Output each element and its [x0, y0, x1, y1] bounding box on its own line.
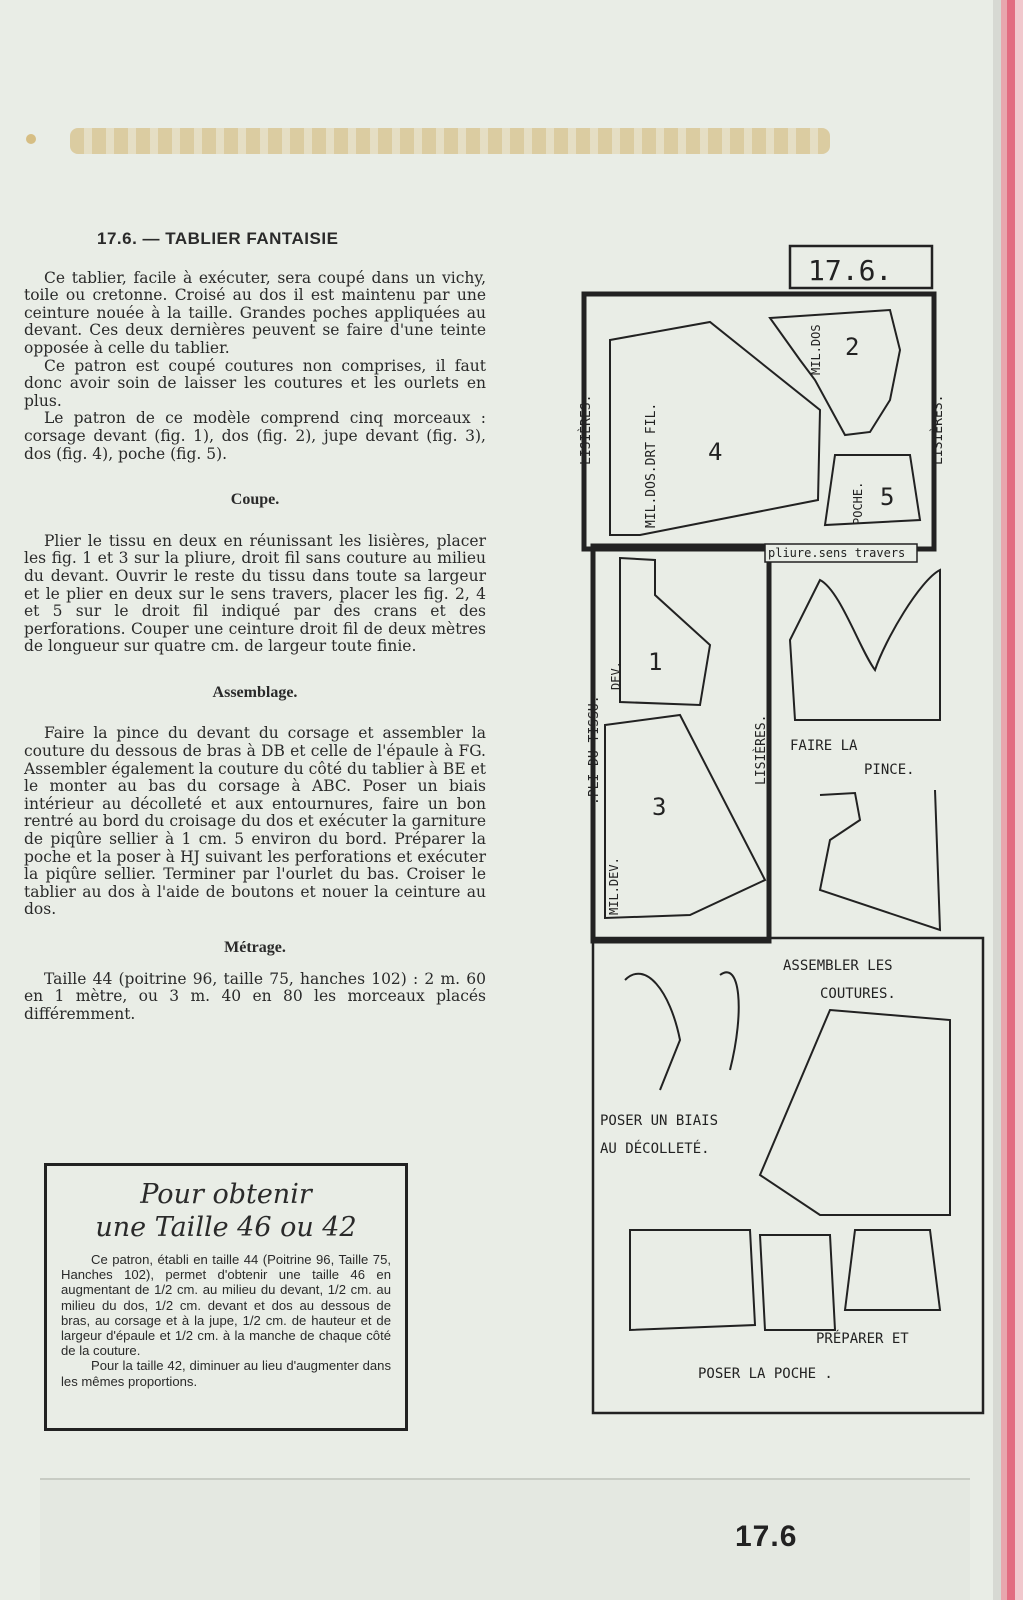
- dev-label: DEV.: [609, 661, 623, 690]
- box-text-reduce: Pour la taille 42, diminuer au lieu d'augmenter dans les mêmes proportions.: [61, 1358, 391, 1389]
- metrage-heading: Métrage.: [224, 939, 286, 956]
- pli-tissu-label: .PLI DU TISSU.: [587, 695, 602, 805]
- pattern-layout-figure: [579, 250, 990, 1420]
- coupe-text: Plier le tissu en deux en réunissant les lisières, placer les fig. 1 et 3 sur la pliure, droit fil sans couture au milieu du devant. Ouvrir le reste du tissu dans toute sa largeur et le plier en deux sur le sens travers, placer les fig. 2, 4 et 5 sur le droit fil indiqué par des crans et des perforations. Couper une ceinture droit fil de deux mètres de longueur sur quatre cm. de largeur toute finie.: [24, 531, 486, 656]
- pocket-sketches: [630, 1230, 940, 1330]
- mil-dos-fil-label: MIL.DOS.DRT FIL.: [644, 402, 659, 528]
- article-title: 17.6. — TABLIER FANTAISIE: [97, 229, 339, 248]
- size-adjustment-box: [44, 1163, 408, 1431]
- instructions-column: [24, 230, 486, 1023]
- bottom-layout-frame: [593, 938, 983, 1413]
- piece-5-number: 5: [880, 483, 895, 511]
- piece-3: [605, 715, 765, 918]
- box-text: Ce patron, établi en taille 44 (Poitrine 96, Taille 75, Hanches 102), permet d'obtenir une taille 46 en augmentant de 1/2 cm. au milieu du devant, 1/2 cm. au milieu du dos, 1/2 cm. devant et dos au dessous de bras, au corsage et à la jupe, 1/2 cm. de hauteur et de largeur d'épaule et 1/2 cm. à la manche de chaque côté de la couture.: [61, 1252, 391, 1359]
- tape-stain: [70, 128, 830, 154]
- piece-5: [825, 455, 920, 525]
- piece-1: [620, 558, 710, 705]
- piece-1-number: 1: [648, 648, 663, 676]
- figure-code: 17.6.: [808, 254, 893, 287]
- envelope-flap: [40, 1478, 970, 1600]
- assembler-label-1: ASSEMBLER LES: [783, 958, 893, 974]
- stain: [26, 134, 36, 144]
- apron-sketch: [760, 1010, 950, 1215]
- bodice-sketch: [790, 570, 940, 720]
- pliure-label: pliure.sens travers: [768, 546, 906, 560]
- intro-paragraph: Le patron de ce modèle comprend cinq morceaux : corsage devant (fig. 1), dos (fig. 2), jupe devant (fig. 3), dos (fig. 4), poche (fig. 5).: [24, 409, 486, 463]
- assembler-label-2: COUTURES.: [820, 986, 896, 1002]
- mil-dev-label: MIL.DEV.: [607, 857, 621, 915]
- neckline-sketch: [625, 972, 739, 1090]
- metrage-text: Taille 44 (poitrine 96, taille 75, hanches 102) : 2 m. 60 en 1 mètre, ou 3 m. 40 en 80 les morceaux placés différemment.: [24, 969, 486, 1023]
- poche-label-1: PRÉPARER ET: [816, 1331, 909, 1347]
- assemble-sketch: [820, 790, 940, 930]
- assemblage-text: Faire la pince du devant du corsage et assembler la couture du dessous de bras à DB et celle de l'épaule à FG. Assembler également la couture du côté du tablier à BE et le monter au bas du corsage à ABC. Poser un biais intérieur au décolleté et aux entournures, faire un bon rentré au bord du croisage du dos et exécuter la garniture de piqûre sellier à 1 cm. 5 environ du bord. Préparer la poche et la poser à HJ suivant les perforations et exécuter la piqûre sellier. Terminer par l'ourlet du bas. Croiser le tablier au dos à l'aide de boutons et nouer la ceinture au dos.: [24, 724, 486, 919]
- poche-label: POCHE.: [851, 481, 865, 525]
- biais-label-1: POSER UN BIAIS: [600, 1113, 719, 1129]
- piece-4-number: 4: [708, 438, 723, 466]
- coupe-heading: Coupe.: [230, 491, 280, 509]
- biais-label-2: AU DÉCOLLETÉ.: [600, 1141, 710, 1157]
- footer-code: 17.6: [735, 1520, 798, 1553]
- piece-2: [770, 310, 900, 435]
- box-title-line1: Pour obtenir: [140, 1179, 312, 1210]
- lisieres-label: LISIÈRES.: [579, 394, 594, 465]
- piece-2-number: 2: [845, 333, 860, 361]
- pink-edge: [993, 0, 1023, 1600]
- intro-paragraph: Ce tablier, facile à exécuter, sera coupé dans un vichy, toile ou cretonne. Croisé au dos il est maintenu par une ceinture nouée à la taille. Grandes poches appliquées au devant. Ces deux dernières peuvent se faire d'une teinte opposée à celle du tablier.: [24, 268, 486, 357]
- lisieres-middle-label: LISIÈRES.: [754, 714, 769, 785]
- piece-3-number: 3: [652, 793, 667, 821]
- intro-paragraph: Ce patron est coupé coutures non comprises, il faut donc avoir soin de laisser les coutures et les ourlets en plus.: [24, 356, 486, 410]
- faire-pince-label-2: PINCE.: [864, 762, 915, 778]
- faire-pince-label-1: FAIRE LA: [790, 738, 858, 754]
- mil-dos-label: MIL.DOS: [809, 324, 823, 375]
- assemblage-heading: Assemblage.: [212, 683, 298, 701]
- lisieres-label-right: LISIÈRES.: [931, 394, 946, 465]
- box-title-line2: une Taille 46 ou 42: [95, 1212, 357, 1243]
- piece-4: [610, 322, 820, 535]
- poche-label-2: POSER LA POCHE .: [698, 1366, 833, 1382]
